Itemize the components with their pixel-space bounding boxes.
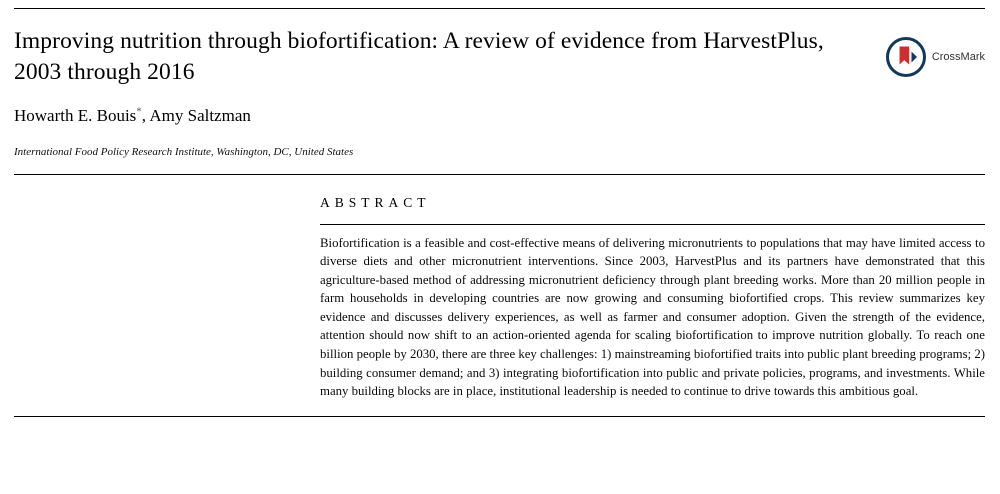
header-text-block bbox=[14, 26, 834, 158]
author-separator: , bbox=[141, 105, 150, 125]
author-name: Amy Saltzman bbox=[149, 105, 251, 125]
content-area bbox=[0, 175, 1000, 401]
crossmark-icon bbox=[885, 36, 927, 78]
crossmark-label: CrossMark bbox=[931, 51, 985, 63]
abstract-text: Biofortification is a feasible and cost-effective means of delivering micronutrients to populations that may have limited access to diverse diets and other micronutrient interventions. Since 2003, HarvestPlus and its partners have demonstrated that this agriculture-based method of addressing micronutrient deficiency through plant breeding works. More than 20 million people in farm households in developing countries are now growing and consuming biofortified crops. This review summarizes key evidence and discusses delivery experiences, as well as farmer and consumer adoption. Given the strength of the evidence, attention should now shift to an action-oriented agenda for scaling biofortification to improve nutrition globally. To reach one billion people by 2030, there are three key challenges: 1) mainstreaming biofortified traits into public plant breeding programs; 2) building consumer demand; and 3) integrating biofortification into public and private policies, programs, and investments. While many building blocks are in place, institutional leadership is needed to continue to drive towards this ambitious goal. bbox=[320, 224, 985, 401]
abstract-heading: ABSTRACT bbox=[320, 194, 431, 210]
article-header bbox=[0, 9, 1000, 158]
abstract-section bbox=[320, 175, 985, 401]
article-title: Improving nutrition through biofortification: A review of evidence from HarvestPlus, 2003 through 2016 bbox=[14, 28, 824, 86]
author-footnote-marker[interactable]: * bbox=[136, 104, 142, 117]
affiliation: International Food Policy Research Institute, Washington, DC, United States bbox=[14, 145, 354, 158]
authors-line bbox=[14, 106, 834, 126]
author-name: Howarth E. Bouis bbox=[14, 105, 137, 125]
crossmark-badge[interactable] bbox=[885, 36, 985, 78]
left-column-spacer bbox=[14, 175, 320, 401]
footer-divider bbox=[14, 416, 985, 417]
